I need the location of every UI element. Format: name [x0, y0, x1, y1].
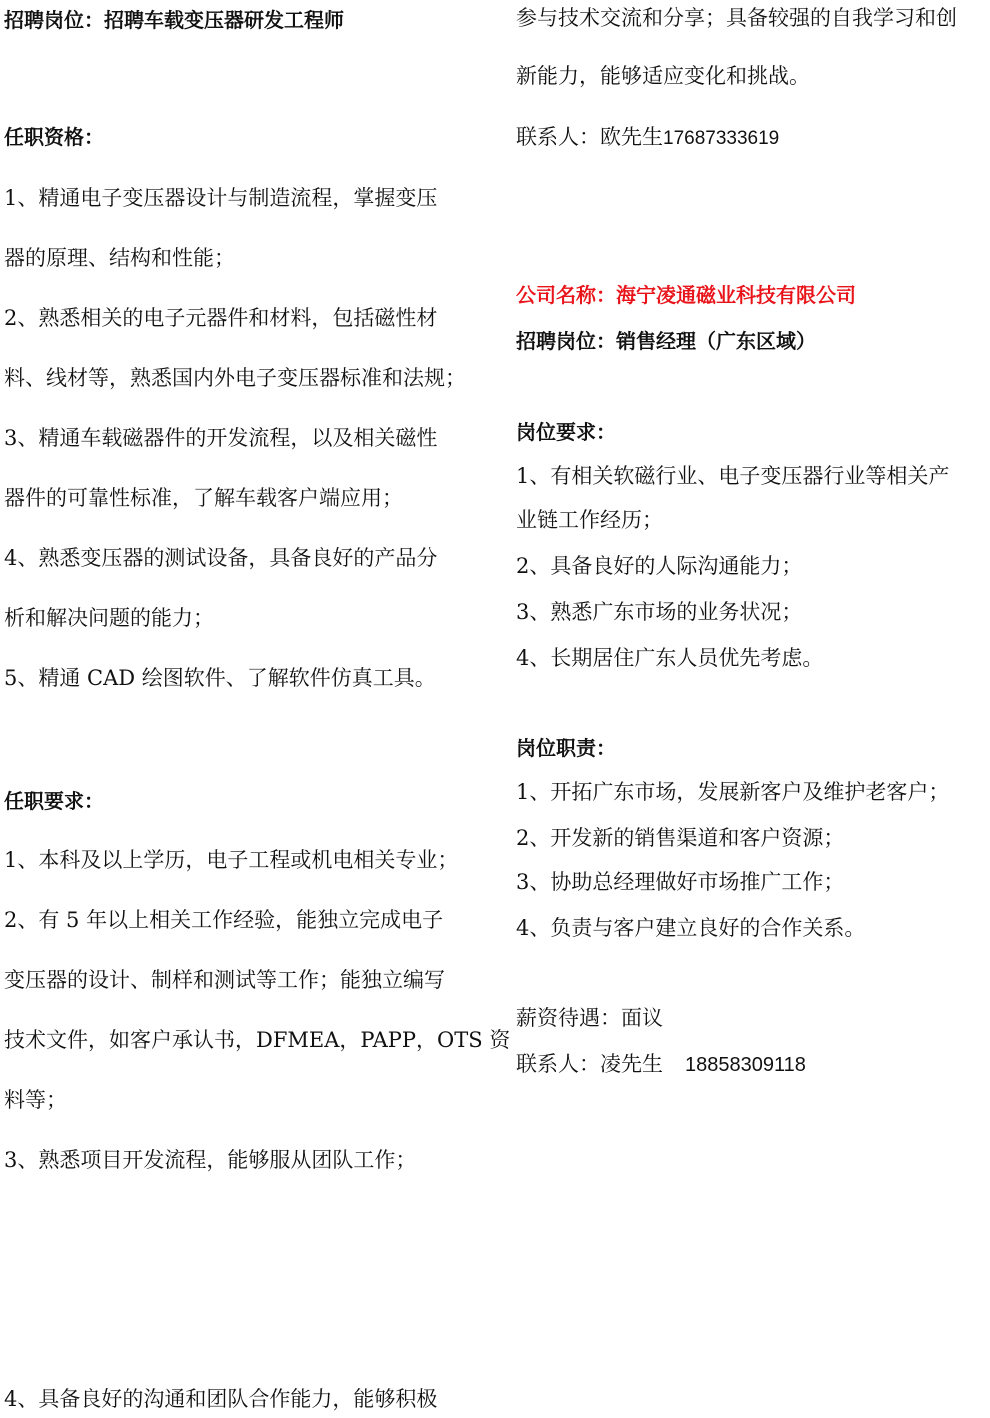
qualification-line: 料、线材等，熟悉国内外电子变压器标准和法规；: [4, 366, 466, 390]
job-duty-line: 4、负责与客户建立良好的合作关系。: [516, 916, 866, 940]
contact-1-phone: 17687333619: [663, 128, 780, 149]
qualification-line: 析和解决问题的能力；: [4, 606, 214, 630]
qualification-line: 3、精通车载磁器件的开发流程，以及相关磁性: [4, 426, 438, 450]
salary: 薪资待遇：面议: [516, 1006, 663, 1030]
contact-2: [516, 1050, 806, 1079]
job-requirements-heading: 岗位要求：: [516, 420, 616, 444]
qualification-line: 器件的可靠性标准，了解车载客户端应用；: [4, 486, 403, 510]
right-position-title: 招聘岗位：销售经理（广东区域）: [516, 329, 816, 353]
requirement-line: 变压器的设计、制样和测试等工作；能独立编写: [4, 968, 445, 992]
job-requirement-line: 1、有相关软磁行业、电子变压器行业等相关产: [516, 464, 950, 488]
job-requirement-line: 4、长期居住广东人员优先考虑。: [516, 646, 824, 670]
continuation-line: 新能力，能够适应变化和挑战。: [516, 64, 810, 88]
requirement-line: 1、本科及以上学历，电子工程或机电相关专业；: [4, 848, 459, 872]
qualification-line: 1、精通电子变压器设计与制造流程，掌握变压: [4, 186, 438, 210]
contact-1-label: 联系人：欧先生: [516, 125, 663, 149]
qualification-line: 5、精通 CAD 绘图软件、了解软件仿真工具。: [4, 666, 436, 690]
job-requirement-line: 2、具备良好的人际沟通能力；: [516, 554, 803, 578]
job-requirement-line: 业链工作经历；: [516, 508, 663, 532]
qualification-line: 2、熟悉相关的电子元器件和材料，包括磁性材: [4, 306, 438, 330]
requirement-line: 4、具备良好的沟通和团队合作能力，能够积极: [4, 1387, 438, 1411]
job-requirement-line: 3、熟悉广东市场的业务状况；: [516, 600, 803, 624]
contact-2-label: 联系人：凌先生: [516, 1052, 663, 1076]
company-name: 公司名称：海宁凌通磁业科技有限公司: [516, 283, 856, 307]
job-duty-line: 2、开发新的销售渠道和客户资源；: [516, 826, 845, 850]
requirement-line: 技术文件，如客户承认书，DFMEA，PAPP，OTS 资: [4, 1028, 511, 1052]
left-position-title: 招聘岗位：招聘车载变压器研发工程师: [4, 8, 344, 32]
requirements-heading: 任职要求：: [4, 789, 104, 813]
job-duty-line: 1、开拓广东市场，发展新客户及维护老客户；: [516, 780, 950, 804]
contact-2-phone: 18858309118: [685, 1054, 806, 1076]
qualification-line: 4、熟悉变压器的测试设备，具备良好的产品分: [4, 546, 438, 570]
requirement-line: 2、有 5 年以上相关工作经验，能独立完成电子: [4, 908, 444, 932]
requirement-line: 3、熟悉项目开发流程，能够服从团队工作；: [4, 1148, 417, 1172]
requirement-line: 料等；: [4, 1088, 67, 1112]
contact-1: [516, 123, 779, 153]
job-duties-heading: 岗位职责：: [516, 736, 616, 760]
continuation-line: 参与技术交流和分享；具备较强的自我学习和创: [516, 6, 957, 30]
qualification-line: 器的原理、结构和性能；: [4, 246, 235, 270]
qualifications-heading: 任职资格：: [4, 125, 104, 149]
job-duty-line: 3、协助总经理做好市场推广工作；: [516, 870, 845, 894]
